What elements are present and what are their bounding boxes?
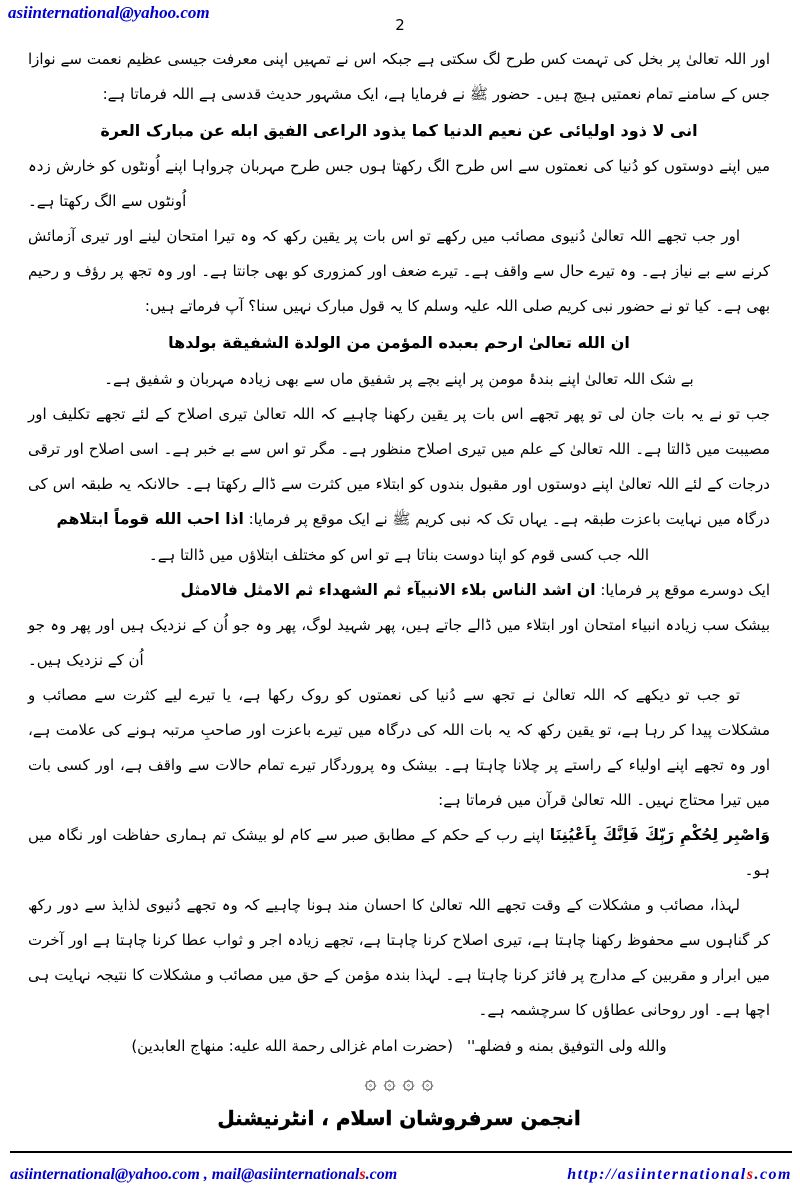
footer-email-mail[interactable]: mail@asiinternational: [211, 1166, 360, 1183]
footer-divider: [10, 1151, 792, 1153]
footer-website-link[interactable]: [567, 1166, 792, 1184]
hadith-translation-line: بے شک اللہ تعالیٰ اپنے بندۂ مومن پر اپنے بچے پر شفیق ماں سے بھی زیادہ مہربان و شفیق ہے۔: [104, 370, 694, 388]
source-attribution: (حضرت امام غزالی رحمة الله علیه: منهاج العابدین): [131, 1037, 453, 1055]
closing-dua: والله ولی التوفیق بمنه و فضلهـ'': [466, 1037, 667, 1055]
verse-translation: اپنے رب کے حکم کے مطابق صبر سے کام لو بیشک تم ہماری حفاظت اور نگاہ میں ہو۔: [28, 826, 770, 879]
closing-line: [28, 1028, 770, 1064]
hadith-arabic: ان الله تعالیٰ ارحم بعبده المؤمن من الولدة الشفیقة بولدها: [168, 333, 630, 352]
paragraph-text: جب تو نے یہ بات جان لی تو پھر تجھے اس بات پر یقین رکھنا چاہیے کہ اللہ تعالیٰ تیری اصلاح کے لئے تجھے تکلیف اور مصیبت میں ڈالتا ہے۔ اللہ تعالیٰ کے علم میں تیری اصلاح منظور ہے۔ مگر تو اس سے بے خبر ہے۔ اسی اصلاح اور ترقی درجات کے لئے اللہ تعالیٰ اپنے دوستوں اور مقبول بندوں کو ابتلاء میں کثرت سے ڈالے رکھتا ہے۔ حالانکہ یہ طبقہ اس کی درگاہ میں نہایت باعزت طبقہ ہے۔ یہاں تک کہ نبی کریم ﷺ نے ایک موقع پر فرمایا:: [28, 405, 770, 528]
body-paragraph: [28, 573, 770, 608]
body-paragraph: [28, 397, 770, 537]
body-paragraph: اور جب تجھے اللہ تعالیٰ دُنیوی مصائب میں رکھے تو اس بات پر یقین رکھ کہ وہ تیرا امتحان لینے اور تیری آزمائش کرنے سے بے نیاز ہے۔ وہ تیرے حال سے واقف ہے۔ تیرے ضعف اور کمزوری کو بھی جانتا ہے۔ اور وہ تجھ پر رؤف و رحیم بھی ہے۔ کیا تو نے حضور نبی کریم صلی اللہ علیہ وسلم کا یہ قول مبارک نہیں سنا؟ آپ فرماتے ہیں:: [28, 227, 770, 315]
hadith-qudsi-arabic: انی لا ذود اولیائی عن نعیم الدنیا کما یذود الراعی الفیق ابله عن مبارک العرة: [100, 121, 698, 140]
header-email-link[interactable]: asiinternational@yahoo.com: [8, 3, 210, 22]
body-paragraph: تو جب تو دیکھے کہ اللہ تعالیٰ نے تجھ سے دُنیا کی نعمتوں کو روک رکھا ہے، یا تیرے لیے کثرت سے مصائب و مشکلات پیدا کر رہا ہے، تو یقین رکھ کہ یہ بات اللہ کی درگاہ میں تیرے باعزت اور صاحبِ مرتبہ ہونے کی علامت ہے، اور وہ تجھے اپنے اولیاء کے راستے پر چلانا چاہتا ہے۔ بیشک وہ پروردگار تیرے تمام حالات سے واقف ہے، اور کسی بات میں تیرا محتاج نہیں۔ اللہ تعالیٰ قرآن میں فرماتا ہے:: [28, 686, 770, 809]
hadith-translation-paragraph: میں اپنے دوستوں کو دُنیا کی نعمتوں سے اس طرح الگ رکھتا ہوں جس طرح مہربان چرواہا اپنے اُونٹوں کو خارش زدہ اُونٹوں سے الگ رکھتا ہے۔: [28, 157, 770, 210]
page-number: 2: [395, 16, 405, 34]
hadith-translation-paragraph: بیشک سب زیادہ انبیاء امتحان اور ابتلاء میں ڈالے جاتے ہیں، پھر شہید لوگ، پھر وہ جو اُن کے نزدیک ہیں اور پھر وہ جو اُن کے نزدیک ہیں۔: [28, 616, 770, 669]
footer-email-yahoo[interactable]: asiinternational@yahoo.com: [10, 1166, 200, 1183]
footer-email-tld: .com: [365, 1166, 398, 1183]
organization-name: انجمن سرفروشان اسلام ، انٹرنیشنل: [217, 1106, 581, 1130]
body-paragraph: اور اللہ تعالیٰ پر بخل کی تہمت کس طرح لگ سکتی ہے جبکہ اس نے تمہیں اپنی معرفت جیسی عظیم نعمت سے نوازا جس کے سامنے تمام نعمتیں ہیچ ہیں۔ حضور ﷺ نے فرمایا ہے، ایک مشہور حدیث قدسی ہے اللہ فرماتا ہے:: [28, 50, 770, 103]
footer-separator: ,: [199, 1166, 212, 1183]
footer-url[interactable]: http://asiinternational: [567, 1166, 747, 1183]
footer-email-red-letter: s: [359, 1166, 366, 1183]
footer-url-tld: .com: [754, 1166, 792, 1183]
body-paragraph: لہذا، مصائب و مشکلات کے وقت تجھے اللہ تعالیٰ کا احسان مند ہونا چاہیے کہ وہ تجھے دُنیوی لذایذ سے دور رکھ کر گناہوں سے محفوظ رکھنا چاہتا ہے، تیری اصلاح کرنا چاہتا ہے، تجھے زیادہ اجر و ثواب عطا کرنا چاہتا ہے اور آخرت میں ابرار و مقربین کے مدارج پر فائز کرنا چاہتا ہے۔ لہذا بندہ مؤمن کے حق میں مصائب و مشکلات کا نتیجہ نہایت ہی اچھا ہے۔ اور روحانی عطاؤں کا سرچشمہ ہے۔: [28, 896, 770, 1019]
footer-email-links[interactable]: [10, 1166, 397, 1184]
star-ornament-row: ۞ ۞ ۞ ۞: [364, 1070, 434, 1094]
hadith-arabic-inline: اذا احب الله قوماً ابتلاهم: [56, 510, 244, 528]
quran-verse-paragraph: [28, 818, 770, 888]
quran-arabic-inline: وَاصْبِر لِحُكْمِ رَبِّكَ فَاِنَّكَ بِاَعْيُنِنَا: [549, 826, 770, 844]
document-body: [28, 42, 770, 1136]
footer-url-red-letter: s: [746, 1166, 755, 1183]
hadith-translation-line: اللہ جب کسی قوم کو اپنا دوست بناتا ہے تو اس کو مختلف ابتلاؤں میں ڈالتا ہے۔: [148, 546, 650, 564]
paragraph-text: ایک دوسرے موقع پر فرمایا:: [600, 581, 770, 599]
hadith-arabic-inline: ان اشد الناس بلاء الانبیآء ثم الشهداء ثم الامثل فالامثل: [180, 581, 596, 599]
